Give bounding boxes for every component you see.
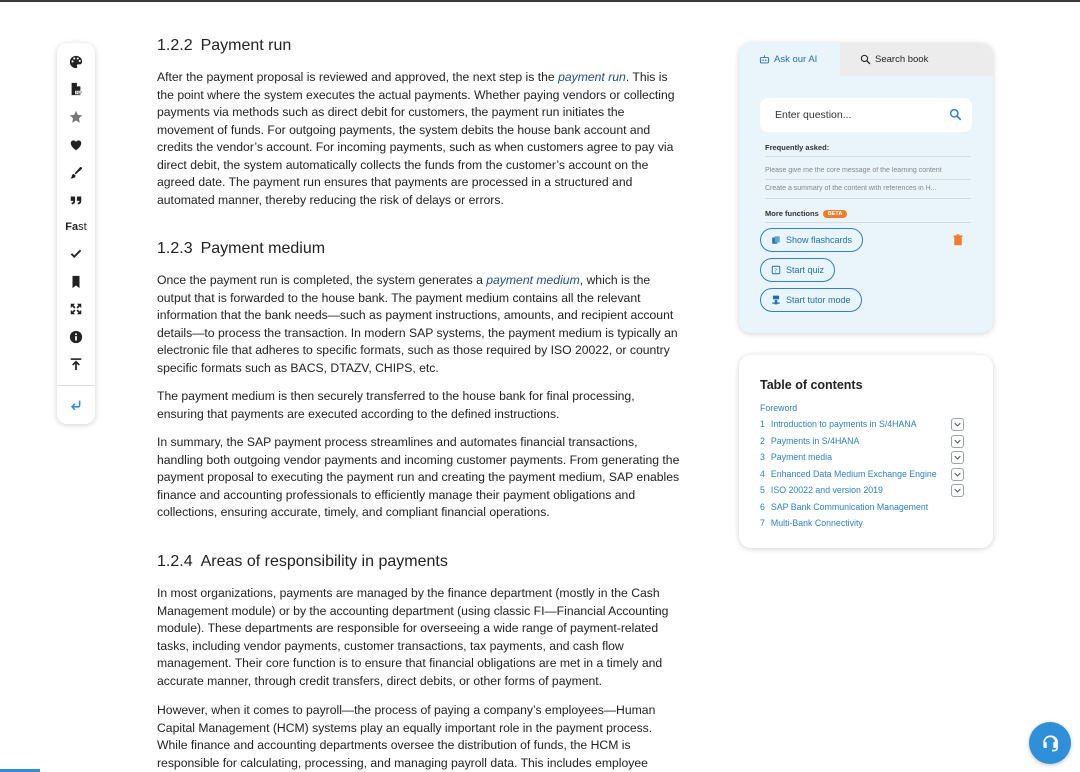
- chevron-down-icon[interactable]: [951, 468, 964, 481]
- tab-ask-ai-label: Ask our AI: [774, 54, 818, 65]
- toc-item-foreword[interactable]: Foreword: [760, 403, 798, 413]
- expand-icon[interactable]: [57, 297, 95, 321]
- ai-tabs: [739, 43, 993, 76]
- pdf-icon[interactable]: [57, 77, 95, 101]
- headset-icon: [1040, 733, 1060, 753]
- divider: [765, 179, 971, 180]
- faq-item[interactable]: Please give me the core message of the learning content: [765, 167, 942, 174]
- section-heading: [157, 240, 325, 258]
- question-input[interactable]: [760, 98, 972, 132]
- toc-item[interactable]: [760, 518, 863, 528]
- palette-icon[interactable]: [57, 50, 95, 74]
- faq-label: Frequently asked:: [765, 143, 830, 152]
- check-icon[interactable]: [57, 242, 95, 266]
- paragraph: The payment medium is then securely transferred to the house bank for final processing, ensuring that payments are executed according to the defined instructions.: [157, 389, 635, 421]
- table-of-contents: [739, 355, 993, 548]
- toc-item-number: 7: [760, 518, 765, 528]
- chevron-down-icon[interactable]: [951, 451, 964, 464]
- toc-item-number: 2: [760, 435, 765, 446]
- toc-item[interactable]: [760, 502, 928, 512]
- ai-panel: [739, 43, 993, 333]
- section-number: 1.2.4: [157, 553, 193, 570]
- tab-search-book[interactable]: [840, 43, 993, 76]
- faq-item[interactable]: Create a summary of the content with references in H...: [765, 185, 937, 192]
- paragraph: After the payment proposal is reviewed and approved, the next step is the payment run. This is the point where the system executes the actual payments. Whether paying vendors or collecting payments via methods such as direct debit for customers, the payment run initiates the movement of funds. For outgoing payments, the system debits the house bank account and credits the vendor’s account. For incoming payments, such as when customers agree to pay via direct debit, the system automatically collects the funds from the customer’s account on the agreed date. The payment run ensures that payments are processed in a structured and automated manner, thereby reducing the risk of delays or errors.: [157, 70, 675, 207]
- svg-text:PDF: PDF: [75, 90, 83, 95]
- toc-item-label: SAP Bank Communication Management: [770, 501, 929, 512]
- info-icon[interactable]: [57, 325, 95, 349]
- fast-read-toggle[interactable]: [57, 215, 95, 239]
- toc-item-number: 4: [760, 468, 765, 479]
- toc-item-number: 5: [760, 485, 765, 495]
- search-icon[interactable]: [949, 108, 962, 121]
- paragraph: However, when it comes to payroll—the process of paying a company’s employees—Human Capital Management (HCM) systems play an equally important role in the payment process. While finance and accounting departments oversee the distribution of funds, the HCM is responsible for calculating, processing, and managing payroll data. This includes employee: [157, 703, 656, 770]
- toc-item[interactable]: [760, 485, 883, 495]
- chevron-down-icon[interactable]: [951, 435, 964, 448]
- paragraph: In most organizations, payments are managed by the finance department (mostly in the Cash Management module) or by the accounting department (using classic FI—Financial Accounting module). These departments are responsible for overseeing a wide range of payment-related tasks, including vendor payments, customer transactions, tax payments, and cash flow management. Their core function is to ensure that financial obligations are met in a timely and accurate manner, through credit transfers, direct debits, or other forms of payment.: [157, 586, 669, 688]
- brush-icon[interactable]: [57, 161, 95, 185]
- tutor-icon: [771, 295, 781, 305]
- toc-item[interactable]: [760, 436, 859, 446]
- tab-search-book-label: Search book: [875, 54, 929, 65]
- svg-text:?: ?: [774, 268, 778, 275]
- toc-item-label: Multi-Bank Connectivity: [770, 518, 863, 528]
- top-border: [0, 0, 1080, 2]
- section-number: 1.2.2: [157, 37, 193, 54]
- robot-icon: [759, 54, 770, 65]
- toc-item[interactable]: [760, 452, 832, 462]
- section-heading: [157, 37, 291, 55]
- toc-item-number: 6: [760, 501, 765, 512]
- search-icon: [860, 54, 871, 65]
- toc-title: Table of contents: [760, 378, 863, 392]
- show-flashcards-button[interactable]: Show flashcards: [760, 228, 863, 252]
- paragraph: In summary, the SAP payment process streamlines and automates financial transactions, handling both outgoing vendor payments and incoming customer payments. From generating the payment proposal to executing the payment run and creating the payment medium, SAP enables finance and accounting professionals to efficiently manage their payment obligations and collections, ensuring accurate, timely, and compliant financial operations.: [157, 435, 680, 519]
- tab-ask-ai[interactable]: [739, 43, 840, 76]
- star-icon[interactable]: [57, 105, 95, 129]
- quiz-icon: [771, 265, 781, 275]
- toolbar-divider: [57, 385, 95, 386]
- toc-item-label: ISO 20022 and version 2019: [770, 485, 883, 495]
- toc-item[interactable]: [760, 419, 917, 429]
- left-toolbar: [57, 43, 95, 424]
- fast-rest-label: st: [78, 221, 87, 233]
- toc-item-label: Enhanced Data Medium Exchange Engine: [770, 468, 937, 479]
- toc-item-number: 1: [760, 419, 765, 429]
- term-link[interactable]: payment run: [558, 70, 626, 84]
- trash-icon[interactable]: [952, 234, 964, 246]
- bookmark-icon[interactable]: [57, 270, 95, 294]
- section-title: Areas of responsibility in payments: [200, 553, 448, 570]
- fast-bold-label: Fa: [65, 221, 79, 233]
- section-number: 1.2.3: [157, 240, 193, 257]
- start-tutor-mode-button[interactable]: Start tutor mode: [760, 288, 862, 312]
- toc-item-label: Introduction to payments in S/4HANA: [770, 419, 917, 429]
- section-title: Payment run: [200, 37, 292, 54]
- more-functions-label: More functions BETA: [765, 209, 847, 218]
- scroll-top-icon[interactable]: [57, 352, 95, 376]
- paragraph: Once the payment run is completed, the system generates a payment medium, which is the output that is forwarded to the house bank. The payment medium contains all the relevant information that the bank needs—such as payment instructions, amounts, and recipient account details—to process the transaction. In modern SAP systems, the payment medium is typically an electronic file that adheres to specific formats, such as those required by ISO 20022, or country specific formats such as BACS, DTAZV, CHIPS, etc.: [157, 273, 678, 375]
- support-button[interactable]: [1029, 722, 1071, 764]
- section-heading: [157, 553, 448, 571]
- divider: [765, 222, 971, 223]
- chevron-down-icon[interactable]: [951, 484, 964, 497]
- toc-item-label: Payments in S/4HANA: [770, 435, 860, 446]
- toc-item-label: Payment media: [770, 452, 833, 462]
- quote-icon[interactable]: [57, 188, 95, 212]
- toc-item-number: 3: [760, 452, 765, 462]
- divider: [765, 198, 971, 199]
- divider: [765, 156, 971, 157]
- chevron-down-icon[interactable]: [951, 418, 964, 431]
- start-quiz-button[interactable]: ? Start quiz: [760, 258, 835, 282]
- beta-badge: BETA: [823, 210, 848, 218]
- question-placeholder: Enter question...: [775, 109, 852, 121]
- section-title: Payment medium: [200, 240, 326, 257]
- heart-icon[interactable]: [57, 133, 95, 157]
- flashcards-icon: [771, 235, 781, 245]
- back-icon[interactable]: [57, 393, 95, 417]
- term-link[interactable]: payment medium: [486, 273, 580, 287]
- toc-item[interactable]: [760, 469, 937, 479]
